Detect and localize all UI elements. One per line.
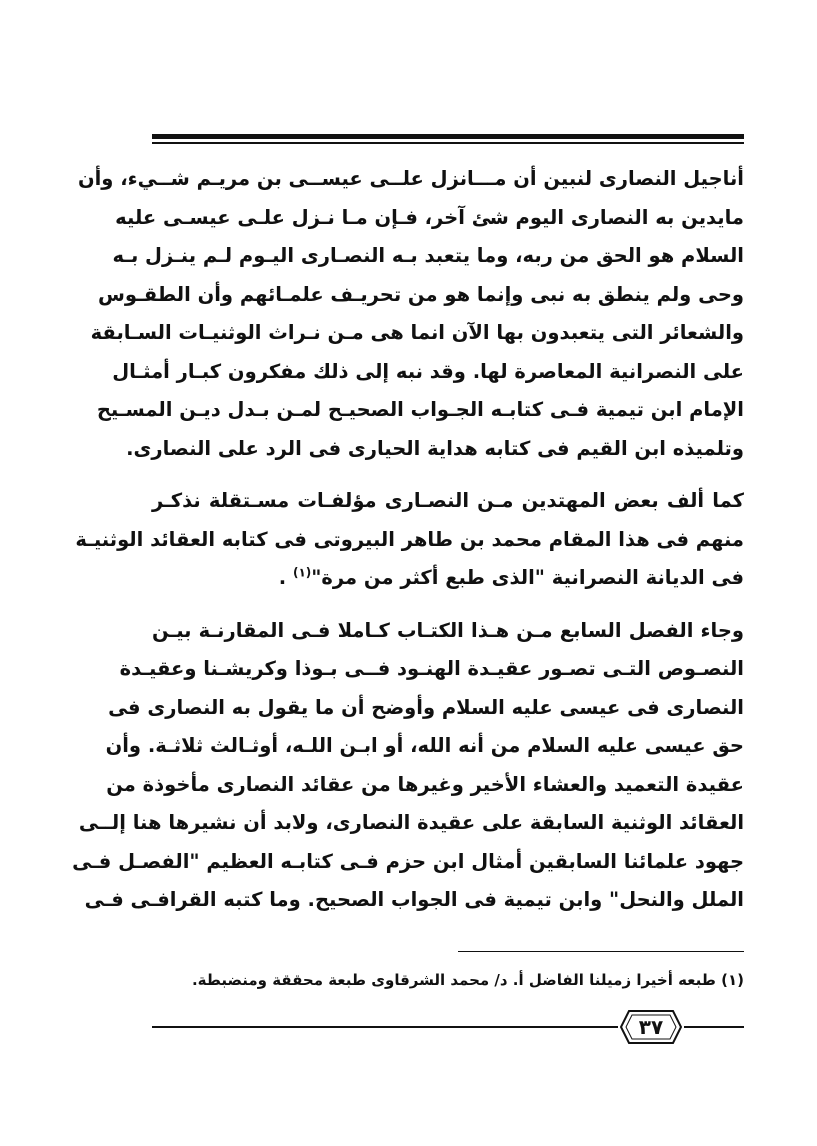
footer-rule-left (152, 1026, 618, 1028)
text-line: كما ألف بعض المهتدين مـن النصـارى مؤلفـات مسـتقلة نذكـر (152, 489, 744, 512)
text-line: النصـوص التـى تصـور عقيـدة الهنـود فــى بـوذا وكريشـنا وعقيـدة (119, 657, 744, 680)
text-line: مايدين به النصارى اليوم شئ آخر، فـإن مـا نـزل علـى عيسـى عليه (115, 205, 744, 229)
text-line: على النصرانية المعاصرة لها. وقد نبه إلى ذلك مفكرون كبـار أمثـال (112, 359, 744, 383)
text-line: وحى ولم ينطق به نبى وإنما هو من تحريـف علمـائهم وأن الطقـوس (97, 282, 744, 306)
text-line: العقائد الوثنية السابقة على عقيدة النصارى، ولابد أن نشيرها هنا إلــى (78, 811, 744, 834)
paragraph (75, 482, 744, 598)
text-line-content: فى الديانة النصرانية "الذى طبع أكثر من مرة" (311, 566, 744, 589)
text-line: الملل والنحل" وابن تيمية فى الجواب الصحيح. وما كتبه القرافـى فـى (84, 888, 744, 911)
text-line: منهم فى هذا المقام محمد بن طاهر البيروتى فى كتابه العقائد الوثنيـة (75, 527, 744, 551)
text-line: حق عيسى عليه السلام من أنه الله، أو ابـن اللـه، أوثـالث ثلاثـة. وأن (105, 734, 744, 757)
page-number: ٣٧ (638, 1015, 664, 1039)
text-line (152, 559, 744, 598)
footnote: (١) طبعه أخيرا زميلنا الفاضل أ. د/ محمد الشرقاوى طبعة محققة ومنضبطة. (191, 971, 744, 989)
footer-rule-right (684, 1026, 744, 1028)
page-number-badge (620, 1008, 682, 1046)
text-line: وجاء الفصل السابع مـن هـذا الكتـاب كـاملا فـى المقارنـة بيـن (152, 618, 744, 642)
text-line: السلام هو الحق من ربه، وما يتعبد بـه النصـارى اليـوم لـم ينـزل بـه (112, 244, 744, 267)
footnote-reference[interactable]: (١) (292, 565, 312, 580)
text-line: عقيدة التعميد والعشاء الأخير وغيرها من عقائد النصارى مأخوذة من (106, 772, 744, 796)
header-rule-thick (152, 134, 744, 139)
body-text (72, 160, 744, 920)
paragraph (72, 612, 744, 920)
text-line: الإمام ابن تيمية فـى كتابـه الجـواب الصحيـح لمـن بـدل ديـن المسـيح (96, 398, 744, 421)
text-line: والشعائر التى يتعبدون بها الآن انما هى مـن نـراث الوثنيـات السـابقة (90, 321, 744, 344)
footnote-separator (458, 951, 744, 952)
sentence-end: . (278, 566, 293, 589)
header-rule-thin (152, 142, 744, 144)
paragraph (77, 160, 744, 468)
text-line: جهود علمائنا السابقين أمثال ابن حزم فـى كتابـه العظيم "الفصـل فـى (72, 849, 744, 873)
text-line: وتلميذه ابن القيم فى كتابه هداية الحيارى فى الرد على النصارى. (126, 436, 744, 460)
text-line: النصارى فى عيسى عليه السلام وأوضح أن ما يقول به النصارى فى (108, 695, 744, 719)
text-line: أناجيل النصارى لنبين أن مـــانزل علــى عيســى بن مريـم شــيء، وأن (77, 167, 744, 190)
